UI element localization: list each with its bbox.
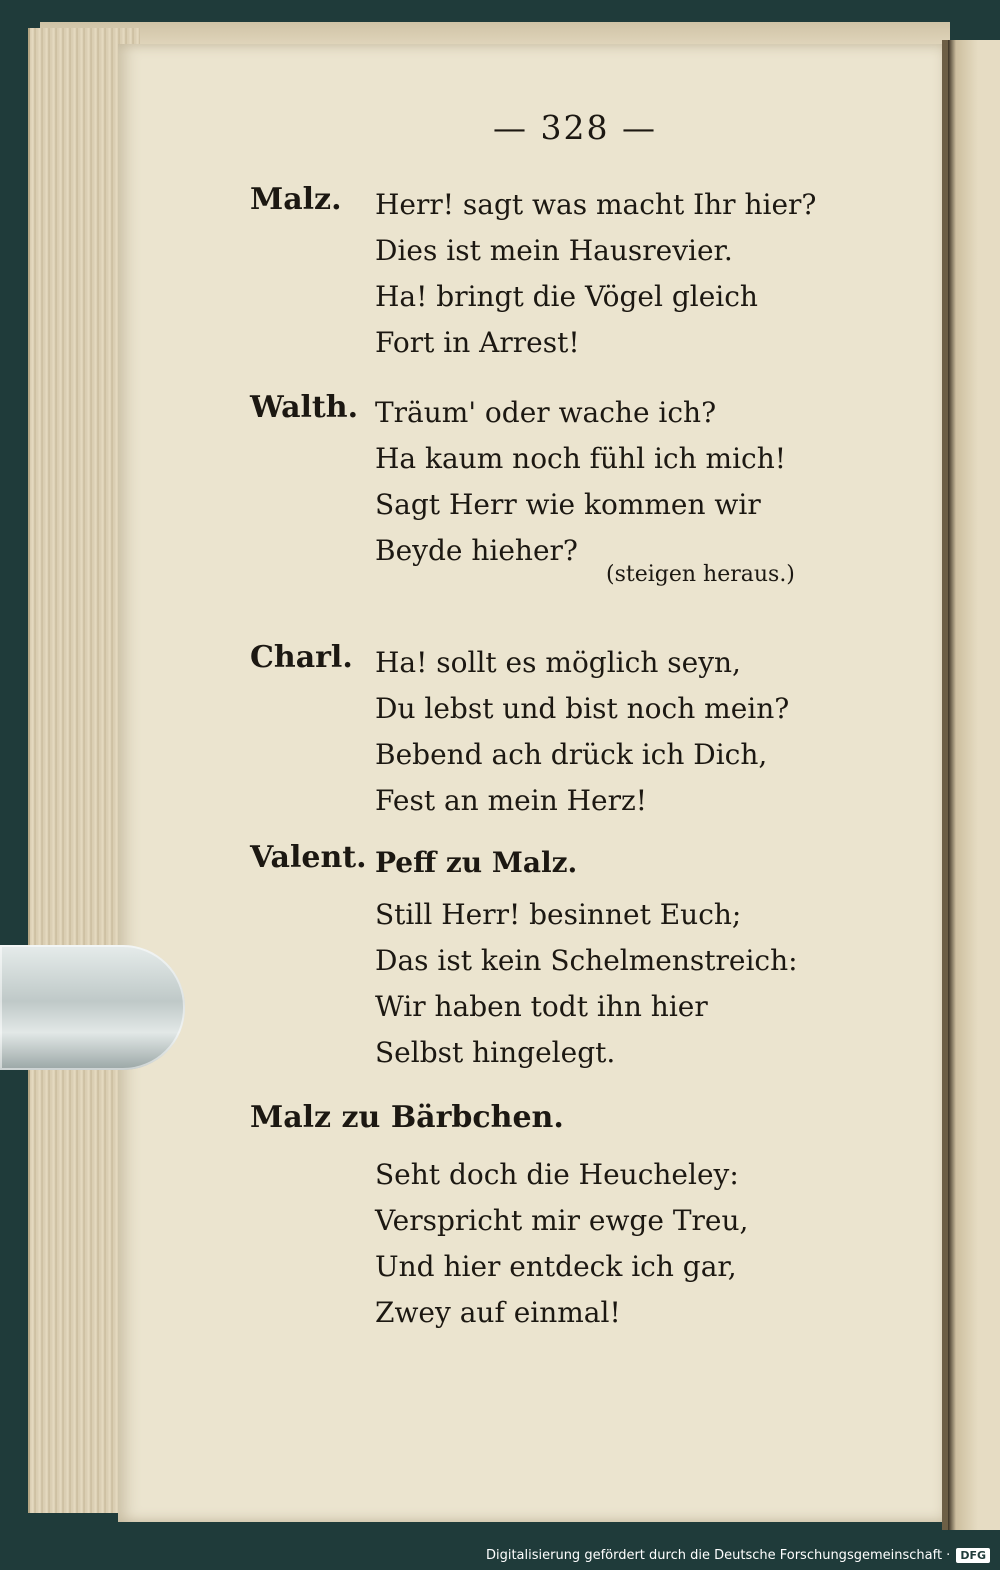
verse-line: Fest an mein Herz!: [375, 784, 648, 817]
verse-line: Träum' oder wache ich?: [375, 396, 717, 429]
digitization-credit: [486, 1544, 990, 1566]
verse-line: Wir haben todt ihn hier: [375, 990, 708, 1023]
verse-line: Selbst hingelegt.: [375, 1036, 616, 1069]
speech-malz-2: [250, 1100, 830, 1329]
speaker-name: Malz zu Bärbchen.: [250, 1100, 564, 1135]
facing-page: [948, 40, 1000, 1530]
speaker-name: Valent.: [250, 840, 367, 875]
verse-line: Sagt Herr wie kommen wir: [375, 488, 761, 521]
verse-line: Und hier entdeck ich gar,: [375, 1250, 737, 1283]
verse-line: Das ist kein Schelmenstreich:: [375, 944, 798, 977]
speaker-name: Charl.: [250, 640, 353, 675]
verse-line: Beyde hieher?: [375, 534, 578, 567]
verse-lines: [375, 640, 789, 824]
verse-lines: [375, 840, 798, 1076]
stage-direction: (steigen heraus.): [606, 562, 795, 587]
verse-line: Seht doch die Heucheley:: [375, 1158, 739, 1191]
credit-text: Digitalisierung gefördert durch die Deutsche Forschungsgemeinschaft ·: [485, 1547, 951, 1563]
verse-line: Ha kaum noch fühl ich mich!: [375, 442, 786, 475]
verse-line: Du lebst und bist noch mein?: [375, 692, 790, 725]
verse-lines: [375, 182, 816, 366]
speaker-name: Malz.: [250, 182, 342, 217]
verse-line: Ha! sollt es möglich seyn,: [375, 646, 741, 679]
verse-line: Herr! sagt was macht Ihr hier?: [375, 188, 817, 221]
dfg-logo: DFG: [956, 1548, 990, 1563]
verse-lines: [375, 1152, 748, 1336]
addressee-line: Peff zu Malz.: [375, 846, 578, 879]
verse-line: Ha! bringt die Vögel gleich: [375, 280, 758, 313]
verse-line: Still Herr! besinnet Euch;: [375, 898, 742, 931]
speaker-name: Walth.: [250, 390, 359, 425]
page-number: — 328 —: [493, 108, 657, 147]
verse-lines: [375, 390, 786, 574]
verse-line: Fort in Arrest!: [375, 326, 580, 359]
glass-page-holder: [0, 945, 185, 1070]
verse-line: Bebend ach drück ich Dich,: [375, 738, 768, 771]
verse-line: Zwey auf einmal!: [375, 1296, 621, 1329]
verse-line: Dies ist mein Hausrevier.: [375, 234, 733, 267]
verse-line: Verspricht mir ewge Treu,: [375, 1204, 749, 1237]
